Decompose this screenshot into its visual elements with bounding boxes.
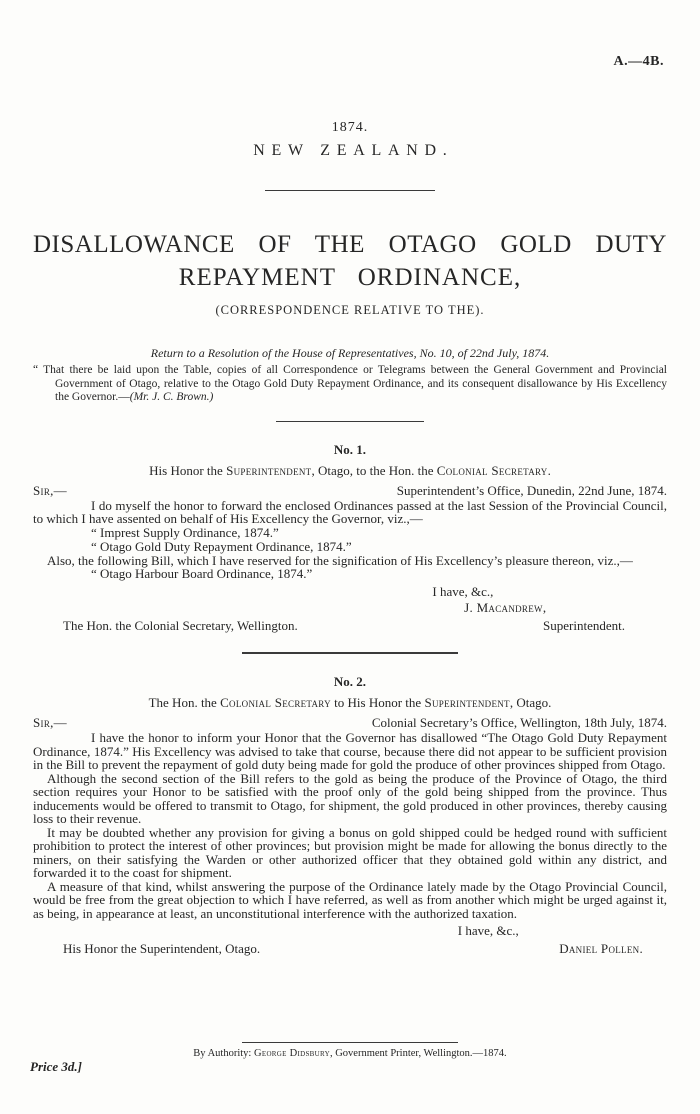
letter-1 [33,442,667,635]
letter-1-number: No. 1. [333,441,367,457]
letter-2-salutation: Sir,— [33,715,67,730]
letter-1-heading-text: His Honor the [149,462,227,478]
printer-name: George Didsbury [253,1048,330,1059]
page-title-line-1: DISALLOWANCE OF THE OTAGO GOLD DUTY [33,231,667,258]
imprint-footer [0,1042,700,1059]
resolution-heading: Return to a Resolution of the House of Representatives, No. 10, of 22nd July, 1874. [150,346,550,360]
letter-2-heading-text: to His Honor the [330,695,425,710]
page-title-line-2: REPAYMENT ORDINANCE, [178,263,522,291]
letter-1-ordinance-1: “ Imprest Supply Ordinance, 1874.” [91,524,279,540]
resolution-body-text: “ That there be laid upon the Table, copies of all Correspondence or Telegrams between the General Government and Provincial Government of Otago, relative to the Otago Gold Duty Repayment Ordinance, and its consequent disallowance by His Excellency the Governor.— [33,364,667,403]
letter-2-paragraph-4: A measure of that kind, whilst answering the purpose of the Ordinance lately made by the Otago Provincial Council, would be free from the great objection to which I have referred, as well as from another which might be urged against it, as being, in appearance at least, an unconstitutional interference with the authorized taxation. [33,878,667,921]
letter-2-signature: Daniel Pollen. [559,941,643,956]
letter-1-signature: J. Macandrew, [464,600,547,615]
price-label: Price 3d.] [30,1059,82,1074]
letter-1-heading-text: . [547,462,551,478]
letter-2-paragraph-3: It may be doubted whether any provision for giving a bonus on gold shipped could be hedged round with sufficient prohibition to protect the interest of other provinces; but provision might be made for allowing the bonus directly to the miners, on their satisfying the Warden or other authorized officer that they obtained gold within any district, and forwarded it to the coast for shipment. [33,824,667,880]
letter-1-ordinance-3: “ Otago Harbour Board Ordinance, 1874.” [91,566,313,581]
letter-2 [33,674,667,957]
page-title [33,229,667,294]
letter-1-heading-name: Superintendent [226,462,312,478]
letter-1-paragraph: I do myself the honor to forward the enclosed Ordinances passed at the last Session of the Provincial Council, to which I have assented on behalf of His Excellency the Governor, viz.,— [33,497,667,526]
letter-2-number: No. 2. [333,674,367,689]
authority-line [0,1048,700,1059]
authority-text: , Government Printer, Wellington.—1874. [329,1048,507,1059]
letter-1-signature-title: Superintendent. [543,618,625,633]
resolution-text [33,364,667,405]
letter-1-heading-name: Colonial Secretary [436,462,548,478]
letter-1-addressee: The Hon. the Colonial Secretary, Wellington. [63,618,298,633]
country-heading: NEW ZEALAND. [253,142,454,159]
letter-1-signature-row [33,618,667,634]
doc-reference: A.—4B. [613,54,664,69]
letter-2-dateline: Colonial Secretary’s Office, Wellington, 18th July, 1874. [371,715,667,730]
letter-2-paragraph-2: Although the second section of the Bill refers to the gold as being the produce of the Province of Otago, the third section requires your Honor to be satisfied with the proof only of the gold being shipped from the province. Thus inducements would be offered to transmit to Otago, for shipment, the gold produced in other provinces, thereby causing loss to their revenue. [33,770,667,826]
letter-2-salutation-row [33,715,667,731]
letter-divider [242,652,458,654]
letter-1-heading-text: , Otago, to the Hon. the [311,462,437,478]
letter-2-heading-text: , Otago. [509,695,552,710]
footer-divider [242,1042,458,1043]
section-divider [276,421,424,422]
letter-2-valediction: I have, &c., [457,923,519,938]
year-heading: 1874. [331,120,369,135]
letter-2-addressee: His Honor the Superintendent, Otago. [63,941,261,956]
resolution-attribution: (Mr. J. C. Brown.) [129,391,214,403]
letter-1-heading [33,463,667,479]
page-subtitle: (CORRESPONDENCE RELATIVE TO THE). [215,303,485,317]
letter-1-dateline: Superintendent’s Office, Dunedin, 22nd June, 1874. [396,482,667,498]
letter-1-valediction: I have, &c., [432,584,494,599]
letter-1-ordinance-2: “ Otago Gold Duty Repayment Ordinance, 1874.” [91,538,352,554]
letter-1-salutation: Sir,— [33,482,67,498]
letter-1-salutation-row [33,483,667,499]
letter-2-signature-row [33,941,667,957]
resolution-block [33,346,667,405]
header-divider [265,190,435,191]
letter-2-heading [33,695,667,711]
authority-text: By Authority: [193,1048,254,1059]
letter-2-heading-name: Colonial Secretary [220,695,331,710]
letter-2-heading-text: The Hon. the [148,695,221,710]
letter-1-paragraph: Also, the following Bill, which I have reserved for the signification of His Excellency’s pleasure thereon, viz.,— [47,552,633,568]
letter-2-heading-name: Superintendent [424,695,510,710]
letter-2-paragraph-1: I have the honor to inform your Honor that the Governor has disallowed “The Otago Gold Duty Repayment Ordinance, 1874.” His Excellency was advised to take that course, because there did not appear to be sufficient provision in the Bill to prevent the repayment of gold duty being made for gold the produce of other provinces shipped from Otago. [33,730,667,772]
